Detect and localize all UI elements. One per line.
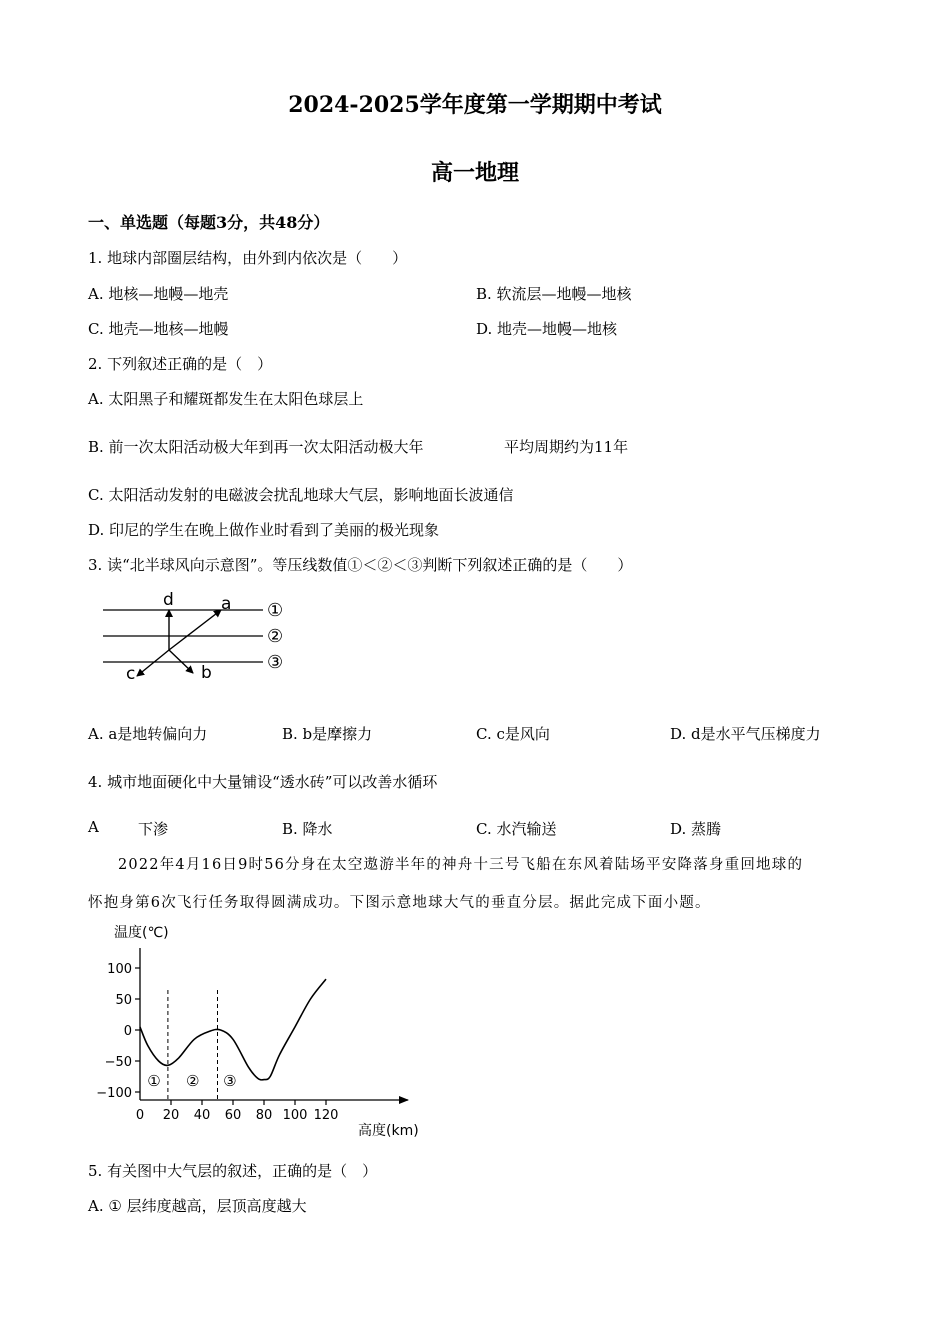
- x-tick-label: 120: [313, 1108, 339, 1123]
- q4-option-b: B. 降水: [282, 820, 333, 838]
- q3-option-b: B. b是摩擦力: [282, 725, 373, 743]
- y-axis-label: 温度(℃): [114, 925, 169, 941]
- y-tick-label: 0: [123, 1024, 132, 1039]
- q2-option-a: A. 太阳黑子和耀斑都发生在太阳色球层上: [88, 390, 364, 408]
- exam-title: 2024-2025学年度第一学期期中考试: [288, 92, 662, 118]
- q1-option-d: D. 地壳—地幔—地核: [476, 320, 618, 338]
- q2-stem: 2. 下列叙述正确的是（ ）: [88, 355, 273, 373]
- q2-option-d: D. 印尼的学生在晚上做作业时看到了美丽的极光现象: [88, 521, 440, 539]
- passage-line-1: 2022年4月16日9时56分身在太空遨游半年的神舟十三号飞船在东风着陆场平安降落身重回地球的: [118, 857, 804, 873]
- x-tick-label: 100: [282, 1108, 308, 1123]
- q5-stem: 5. 有关图中大气层的叙述，正确的是（ ）: [88, 1162, 378, 1180]
- q1-option-a: A. 地核—地幔—地壳: [88, 285, 229, 303]
- layer-label: ①: [147, 1071, 161, 1090]
- y-tick-label: 50: [115, 993, 132, 1008]
- q5-option-a: A. ① 层纬度越高，层顶高度越大: [88, 1197, 307, 1215]
- label-b: b: [201, 663, 212, 683]
- q1-stem: 1. 地球内部圈层结构，由外到内依次是（ ）: [88, 249, 408, 267]
- layer-label: ②: [185, 1071, 200, 1090]
- x-axis-label: 高度(km): [358, 1123, 419, 1139]
- label-c: c: [126, 664, 136, 684]
- wind-direction-diagram: [95, 588, 305, 688]
- x-tick-label: 60: [224, 1108, 242, 1123]
- q2-option-b-tail: 平均周期约为11年: [504, 438, 629, 456]
- isobar-label-1: ①: [267, 600, 284, 621]
- temperature-curve: [140, 979, 326, 1080]
- q2-option-b: B. 前一次太阳活动极大年到再一次太阳活动极大年: [88, 438, 424, 456]
- q4-stem: 4. 城市地面硬化中大量铺设“透水砖”可以改善水循环: [88, 773, 438, 791]
- atmosphere-temperature-chart: [96, 918, 430, 1143]
- x-tick-label: 80: [255, 1108, 273, 1123]
- x-tick-label: 20: [162, 1108, 180, 1123]
- y-tick-label: −50: [104, 1055, 132, 1070]
- passage-line-2: 怀抱身第6次飞行任务取得圆满成功。下图示意地球大气的垂直分层。据此完成下面小题。: [88, 895, 711, 911]
- q3-stem: 3. 读“北半球风向示意图”。等压线数值①＜②＜③判断下列叙述正确的是（ ）: [88, 556, 633, 574]
- label-d: d: [163, 590, 174, 610]
- q3-option-a: A. a是地转偏向力: [88, 725, 208, 743]
- q3-option-c: C. c是风向: [476, 725, 550, 743]
- q4-option-c: C. 水汽输送: [476, 820, 557, 838]
- layer-label: ③: [223, 1071, 237, 1090]
- q4-option-d: D. 蒸腾: [670, 820, 722, 838]
- arrow-a: [169, 610, 221, 650]
- isobar-label-3: ③: [267, 652, 284, 673]
- x-tick-label: 0: [135, 1108, 145, 1123]
- y-tick-label: 100: [107, 962, 132, 977]
- q4-option-a-letter: A: [88, 818, 99, 836]
- q3-option-d: D. d是水平气压梯度力: [670, 725, 821, 743]
- y-tick-label: −100: [96, 1086, 132, 1101]
- section-heading: 一、单选题（每题3分，共48分）: [88, 213, 330, 232]
- isobar-label-2: ②: [267, 626, 284, 647]
- q1-option-c: C. 地壳—地核—地幔: [88, 320, 229, 338]
- x-tick-label: 40: [193, 1108, 211, 1123]
- subject-title: 高一地理: [430, 160, 519, 186]
- q4-option-a-text: 下渗: [138, 820, 169, 838]
- label-a: a: [221, 594, 232, 614]
- q1-option-b: B. 软流层—地幔—地核: [476, 285, 632, 303]
- arrow-c: [137, 650, 169, 676]
- q2-option-c: C. 太阳活动发射的电磁波会扰乱地球大气层，影响地面长波通信: [88, 486, 514, 504]
